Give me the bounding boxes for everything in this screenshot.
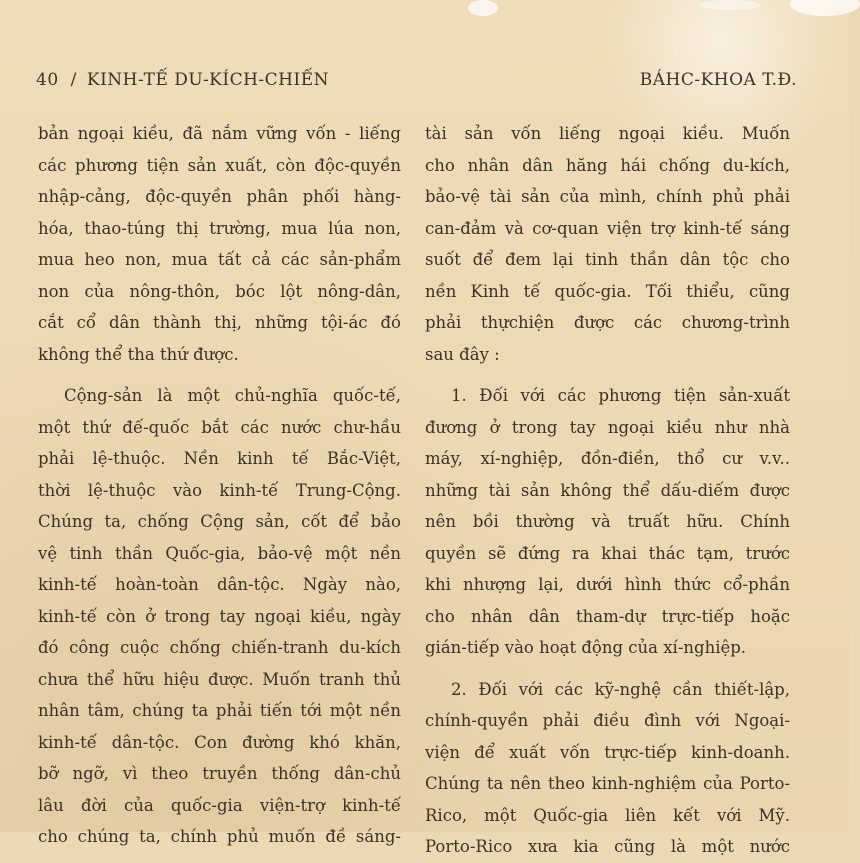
text-line: phải thựchiện được các chương-trình [425,313,790,332]
text-line: quyền sẽ đứng ra khai thác tạm, trước [425,543,790,563]
text-line: các phương tiện sản xuất, còn độc-quyền [38,155,401,175]
text-line: kinh-tế dân-tộc. Con đường khó khăn, [38,732,401,752]
text-line: cắt cổ dân thành thị, những tội-ác đó [38,313,401,332]
section-title: KINH-TẾ DU-KÍCH-CHIẾN [86,70,330,90]
text-line: chưa thể hữu hiệu được. Muốn tranh thủ [38,669,401,689]
text-line: 2. Đối với các kỹ-nghệ cần thiết-lập, [451,679,790,699]
text-line: kinh-tế còn ở trong tay ngoại kiều, ngày [38,606,401,626]
text-line: Chúng ta nên theo kinh-nghiệm của Porto- [425,774,790,793]
text-line: thời lệ-thuộc vào kinh-tế Trung-Cộng. [38,480,401,500]
text-line: một thứ đế-quốc bắt các nước chư-hầu [38,417,401,437]
paper-stain [790,0,860,16]
text-line: không thể tha thứ được. [38,344,239,364]
text-line: lâu đời của quốc-gia viện-trợ kinh-tế [38,795,401,815]
text-line: vệ tinh thần Quốc-gia, bảo-vệ một nền [38,543,401,563]
text-line: cho nhân dân hăng hái chống du-kích, [425,155,790,175]
text-line: Rico, một Quốc-gia liên kết với Mỹ. [425,805,790,825]
text-line: hóa, thao-túng thị trường, mua lúa non, [38,218,401,238]
text-line: gián-tiếp vào hoạt động của xí-nghiệp. [425,638,747,657]
text-line: mua heo non, mua tất cả các sản-phẩm [38,250,401,269]
text-line: phải lệ-thuộc. Nền kinh tế Bắc-Việt, [38,449,401,468]
text-line: Chúng ta, chống Cộng sản, cốt để bảo [38,512,401,531]
paragraph-gap [425,664,790,674]
text-line: cho nhân dân tham-dự trực-tiếp hoặc [425,606,790,626]
text-line: khi nhượng lại, dưới hình thức cổ-phần [425,575,790,594]
text-line: bản ngoại kiều, đã nắm vững vốn - liếng [38,124,401,143]
left-column [38,118,401,853]
text-line: non của nông-thôn, bóc lột nông-dân, [38,281,401,301]
text-line: những tài sản không thể dấu-diếm được [425,480,790,500]
publication-name: BÁHC-KHOA T.Đ. [639,70,797,90]
paragraph [425,674,790,863]
text-line: cho chúng ta, chính phủ muốn đề sáng- [38,827,401,846]
paragraph-gap [38,370,401,380]
text-line: sau đây : [425,344,500,364]
text-line: bỡ ngỡ, vì theo truyền thống dân-chủ [38,764,401,783]
right-column [425,118,790,863]
text-line: viện để xuất vốn trực-tiếp kinh-doanh. [425,742,790,762]
paragraph [38,118,401,370]
paragraph-gap [425,370,790,380]
text-line: nền Kinh tế quốc-gia. Tối thiểu, cũng [425,281,790,301]
text-line: can-đảm và cơ-quan viện trợ kinh-tế sáng [425,218,790,238]
text-line: 1. Đối với các phương tiện sản-xuất [451,386,790,405]
paper-stain [468,0,498,16]
text-line: đó công cuộc chống chiến-tranh du-kích [38,638,401,657]
paragraph [425,118,790,370]
header-left [36,70,329,90]
text-line: máy, xí-nghiệp, đồn-điền, thổ cư v.v.. [425,449,790,468]
text-line: nhập-cảng, độc-quyền phân phối hàng- [38,187,401,206]
header-separator: / [70,70,77,90]
text-line: suốt để đem lại tinh thần dân tộc cho [425,250,790,269]
text-line: tài sản vốn liếng ngoại kiều. Muốn [425,124,790,143]
text-line: bảo-vệ tài sản của mình, chính phủ phải [425,187,790,206]
paragraph [38,380,401,853]
page-number: 40 [36,70,59,90]
text-line: nên bồi thường và truất hữu. Chính [425,512,790,531]
text-line: Cộng-sản là một chủ-nghĩa quốc-tế, [64,386,401,405]
paper-stain [700,0,760,10]
text-line: kinh-tế hoàn-toàn dân-tộc. Ngày nào, [38,575,401,594]
page-header [36,70,813,100]
text-line: chính-quyền phải điều đình với Ngoại- [425,711,790,730]
text-line: Porto-Rico xưa kia cũng là một nước [425,837,790,856]
text-line: đương ở trong tay ngoại kiều như nhà [425,417,790,437]
text-line: nhân tâm, chúng ta phải tiến tới một nền [38,701,401,720]
paragraph [425,380,790,664]
